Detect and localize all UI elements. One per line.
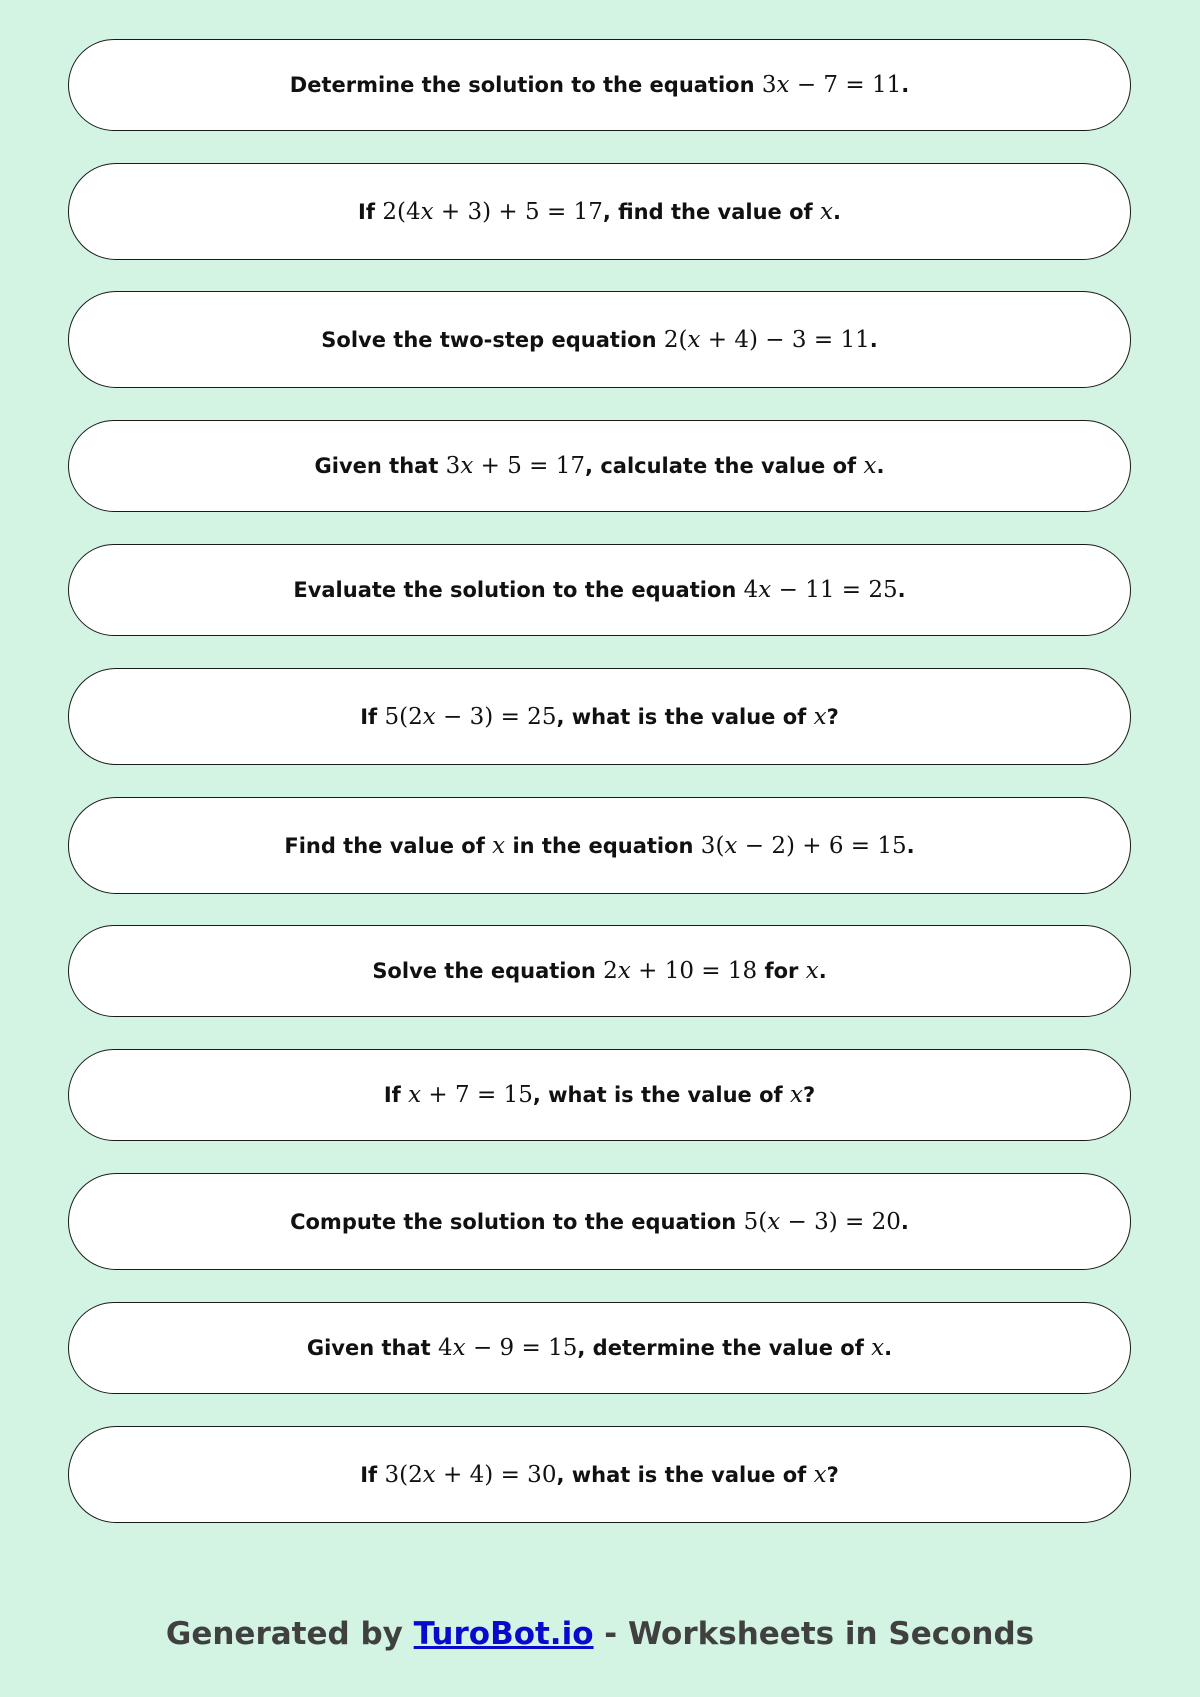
math-expression: x + 7 = 15 [408, 1082, 533, 1108]
footer-suffix: - Worksheets in Seconds [593, 1616, 1035, 1652]
math-expression: 4x − 11 = 25 [743, 577, 898, 603]
problem-phrase: , what is the value of [556, 1462, 814, 1487]
problem-phrase: Compute the solution to the equation [290, 1209, 744, 1234]
math-expression: 2(4x + 3) + 5 = 17 [382, 198, 603, 225]
problem-phrase: for [757, 959, 806, 983]
problem-phrase: . [876, 454, 885, 478]
problem-phrase: ? [826, 704, 839, 729]
problem-text [360, 704, 839, 730]
problem-phrase: If [360, 1462, 385, 1487]
problem-box [68, 1173, 1131, 1270]
problem-text [321, 327, 877, 353]
problem-phrase: , what is the value of [532, 1083, 790, 1107]
footer [0, 1616, 1200, 1652]
problem-box [68, 544, 1131, 636]
problem-box [68, 668, 1131, 765]
math-expression: x [813, 1461, 827, 1488]
problem-text [360, 1462, 839, 1488]
problem-phrase: If [358, 199, 383, 224]
problem-phrase: . [832, 199, 841, 224]
problem-box [68, 163, 1131, 260]
problem-text [284, 833, 914, 859]
footer-prefix: Generated by [165, 1616, 414, 1652]
math-expression: 3x − 7 = 11 [761, 72, 902, 98]
problem-box [68, 925, 1131, 1017]
problem-box [68, 1426, 1131, 1523]
problem-phrase: , calculate the value of [585, 454, 864, 478]
problem-phrase: . [897, 578, 906, 602]
problem-phrase: Determine the solution to the equation [289, 73, 762, 97]
problem-text [307, 1335, 892, 1361]
problem-box [68, 420, 1131, 512]
problem-text [315, 453, 885, 479]
problem-phrase: . [900, 1209, 909, 1234]
problem-phrase: Given that [314, 454, 446, 478]
math-expression: x [789, 1082, 803, 1108]
math-expression: 3x + 5 = 17 [445, 453, 586, 479]
math-expression: 3(x − 2) + 6 = 15 [700, 832, 907, 859]
problem-phrase: Find the value of [284, 833, 493, 858]
math-expression: x [871, 1335, 885, 1361]
problem-phrase: ? [826, 1462, 839, 1487]
problem-text [293, 577, 905, 603]
problem-phrase: in the equation [505, 833, 701, 858]
math-expression: 2(x + 4) − 3 = 11 [663, 326, 870, 353]
math-expression: x [805, 958, 819, 984]
problem-text [358, 199, 841, 225]
math-expression: 5(x − 3) = 20 [743, 1208, 901, 1235]
problem-text [372, 958, 826, 984]
problem-phrase: If [383, 1083, 409, 1107]
math-expression: x [819, 198, 833, 225]
problem-text [290, 72, 909, 98]
problem-text [384, 1082, 815, 1108]
problem-phrase: If [360, 704, 385, 729]
problem-box [68, 291, 1131, 388]
math-expression: 4x − 9 = 15 [438, 1335, 578, 1361]
turobot-link[interactable]: TuroBot.io [413, 1616, 594, 1652]
problem-phrase: . [906, 833, 915, 858]
problem-phrase: . [884, 1336, 893, 1360]
problem-box [68, 1302, 1131, 1394]
problem-phrase: , find the value of [602, 199, 820, 224]
problem-phrase: Solve the two-step equation [321, 327, 664, 352]
math-expression: x [492, 832, 506, 859]
math-expression: x [863, 453, 877, 479]
problem-phrase: , what is the value of [556, 704, 814, 729]
math-expression: 2x + 10 = 18 [603, 958, 758, 984]
math-expression: 3(2x + 4) = 30 [384, 1461, 557, 1488]
math-expression: x [813, 703, 827, 730]
problem-box [68, 39, 1131, 131]
problem-phrase: Solve the equation [372, 959, 604, 983]
problem-phrase: Given that [306, 1336, 439, 1360]
problem-phrase: . [869, 327, 878, 352]
problem-phrase: Evaluate the solution to the equation [293, 578, 744, 602]
problem-phrase: , determine the value of [577, 1336, 872, 1360]
problem-box [68, 1049, 1131, 1141]
problem-phrase: . [818, 959, 827, 983]
problem-text [290, 1209, 909, 1235]
problem-box [68, 797, 1131, 894]
problem-phrase: . [901, 73, 910, 97]
math-expression: 5(2x − 3) = 25 [384, 703, 557, 730]
problem-phrase: ? [802, 1083, 816, 1107]
